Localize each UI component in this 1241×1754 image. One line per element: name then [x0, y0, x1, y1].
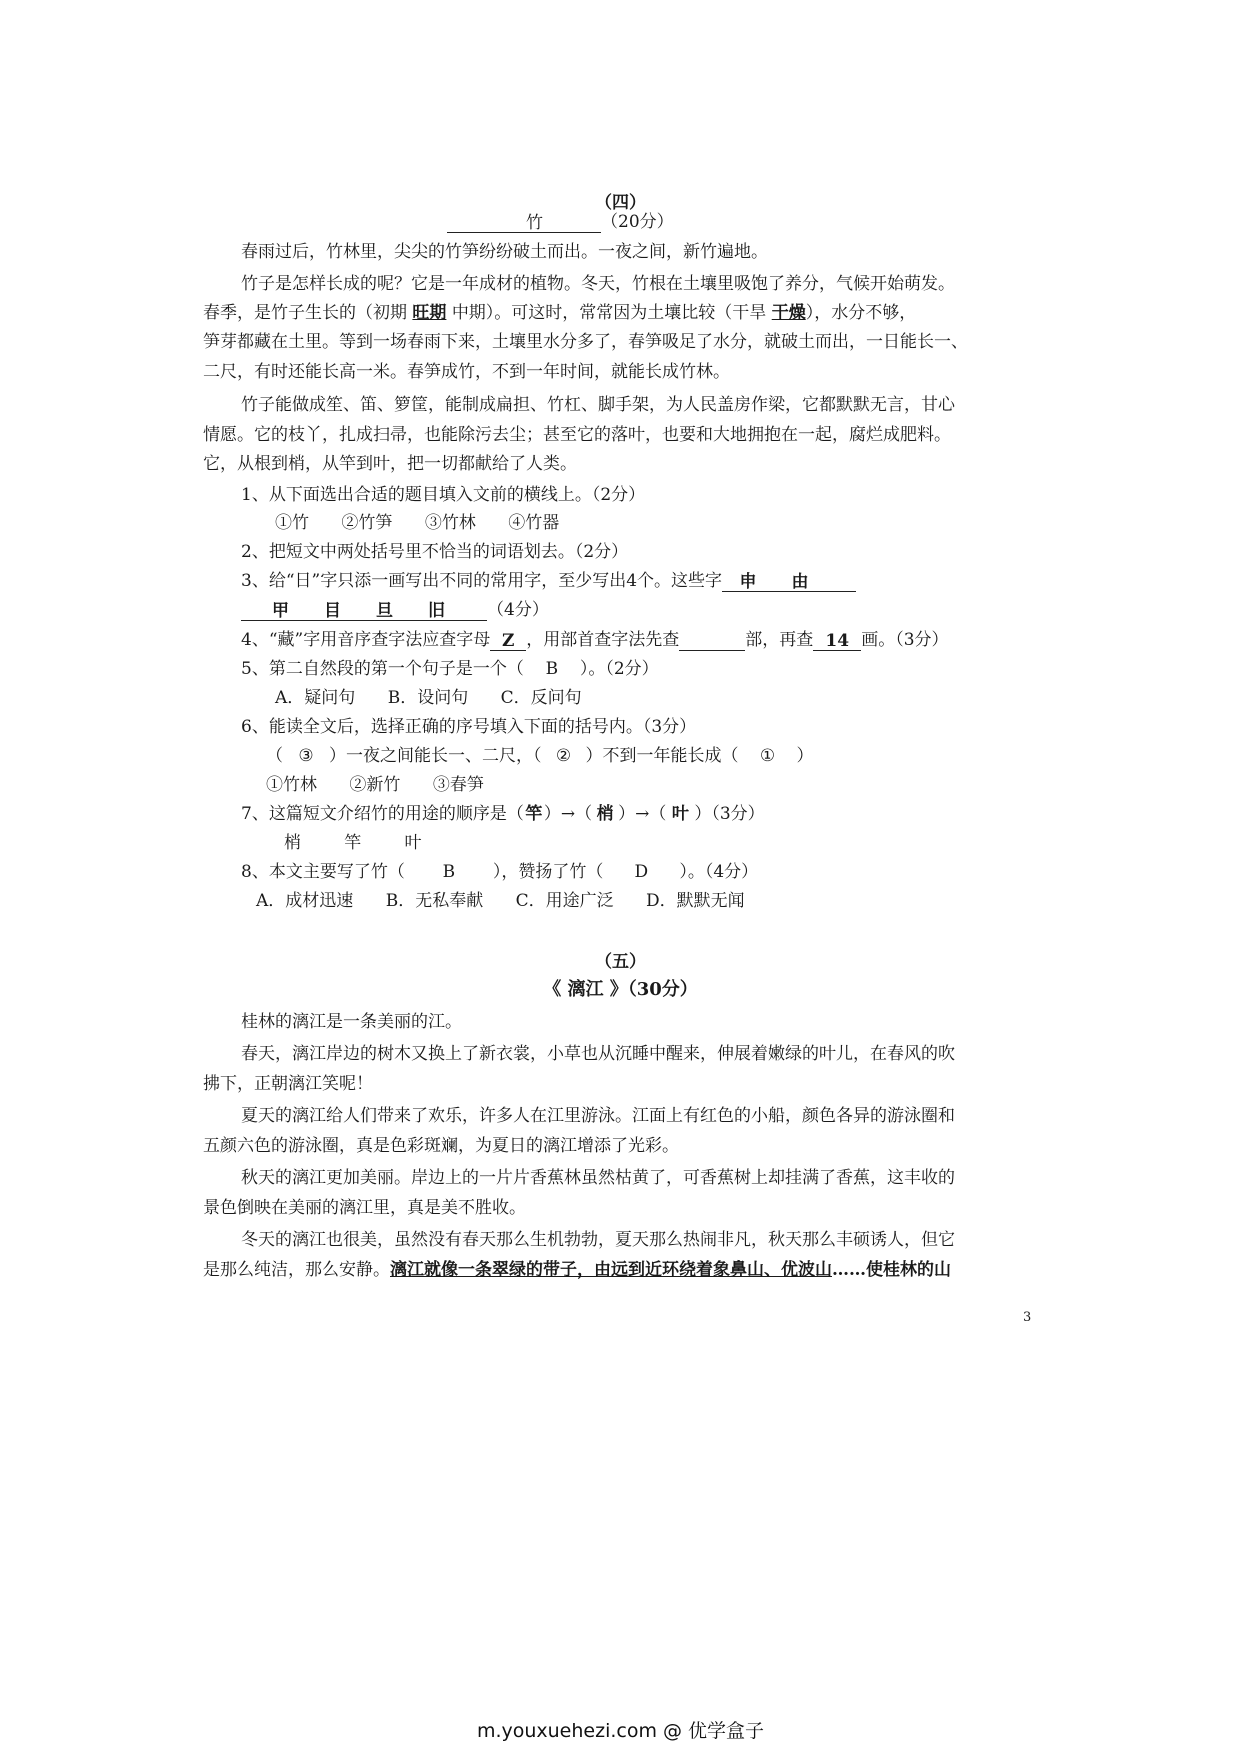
s5-p5-line1: 冬天的漓江也很美，虽然没有春天那么生机勃勃，夏天那么热闹非凡，秋天那么丰硕诱人，但它: [241, 1230, 955, 1250]
section-4-title: [447, 211, 674, 233]
question-4: 4、“藏”字用音序查字法应查字母 Z ，用部首查字法先查 部，再查 14 画。（3分）: [241, 630, 949, 651]
s5-p2-line1: 春天，漓江岸边的树木又换上了新衣裳，小草也从沉睡中醒来，伸展着嫩绿的叶儿，在春风的吹: [241, 1044, 955, 1064]
question-5-options: A．疑问句 B．设问句 C．反问句: [275, 688, 582, 708]
s4-p3-line1: 竹子能做成笙、笛、箩筐，能制成扁担、竹杠、脚手架，为人民盖房作梁，它都默默无言，甘心: [241, 395, 955, 415]
bold-word-ganzao: 干燥: [771, 303, 806, 323]
q3-blank-5: 旦: [341, 600, 393, 621]
question-7-options: 梢 竿 叶: [284, 833, 422, 853]
q4-blank-radical: [679, 630, 745, 651]
page-number: 3: [1023, 1310, 1032, 1325]
question-6-options: ①竹林 ②新竹 ③春笋: [266, 775, 484, 795]
bold-word-wangqi: 旺期: [412, 303, 447, 323]
question-3: 3、给“日”字只添一画写出不同的常用字，至少写出4个。这些字 申 由: [241, 570, 856, 592]
question-1: 1、从下面选出合适的题目填入文前的横线上。（2分）: [241, 485, 646, 505]
s4-p3-line3: 它，从根到梢，从竿到叶，把一切都献给了人类。: [203, 454, 577, 474]
q3-blank-2: 由: [774, 571, 826, 592]
question-5: 5、第二自然段的第一个句子是一个（ B ）。（2分）: [241, 659, 659, 679]
s5-p4-line1: 秋天的漓江更加美丽。岸边上的一片片香蕉林虽然枯黄了，可香蕉树上却挂满了香蕉，这丰收的: [241, 1168, 955, 1188]
s4-p2-line1: 竹子是怎样长成的呢？它是一年成材的植物。冬天，竹根在土壤里吸饱了养分，气候开始萌发。: [241, 274, 955, 294]
question-3-cont: 甲 目 旦 旧 （4分）: [241, 599, 549, 621]
q3-blank-4: 目: [289, 600, 341, 621]
s5-p3-line2: 五颜六色的游泳圈，真是色彩斑斓，为夏日的漓江增添了光彩。: [203, 1136, 679, 1156]
q3-blank-3: 甲: [241, 600, 289, 621]
s5-p5-line2: 是那么纯洁，那么安静。漓江就像一条翠绿的带子，由远到近环绕着象鼻山、优波山……使桂林的山: [203, 1260, 951, 1280]
title-score: （20分）: [601, 212, 674, 232]
question-6: 6、能读全文后，选择正确的序号填入下面的括号内。（3分）: [241, 717, 697, 737]
section-5-heading: （五）: [595, 952, 646, 972]
question-7: 7、这篇短文介绍竹的用途的顺序是（竿）→（ 梢 ）→（ 叶 ）（3分）: [241, 804, 765, 824]
s4-p2-line4: 二尺，有时还能长高一米。春笋成竹，不到一年时间，就能长成竹林。: [203, 362, 730, 382]
question-6-blanks: （ ③ ）一夜之间能长一、二尺，（ ② ）不到一年能长成（ ① ）: [266, 746, 814, 766]
s4-p2-line2: 春季，是竹子生长的（初期 旺期 中期）。可这时，常常因为土壤比较（干旱 干燥），水分不够，: [203, 303, 917, 323]
title-word: 竹: [526, 213, 543, 233]
underlined-sentence: 漓江就像一条翠绿的带子，由远到近环绕着象鼻山、优波山: [390, 1260, 832, 1280]
q4-blank-strokes: 14: [813, 630, 861, 651]
question-2: 2、把短文中两处括号里不恰当的词语划去。（2分）: [241, 542, 629, 562]
s4-p3-line2: 情愿。它的枝丫，扎成扫帚，也能除污去尘；甚至它的落叶，也要和大地拥抱在一起，腐烂成肥料。: [203, 425, 951, 445]
s5-p3-line1: 夏天的漓江给人们带来了欢乐，许多人在江里游泳。江面上有红色的小船，颜色各异的游泳圈和: [241, 1106, 955, 1126]
question-1-options: ①竹 ②竹笋 ③竹林 ④竹器: [275, 513, 560, 533]
title-blank: [447, 212, 543, 233]
question-8-options: A．成材迅速 B．无私奉献 C．用途广泛 D．默默无闻: [256, 891, 745, 911]
q3-blank-1: 申: [722, 571, 774, 592]
footer-watermark: m.youxuehezi.com @ 优学盒子: [476, 1720, 765, 1742]
s5-paragraph-1: 桂林的漓江是一条美丽的江。: [241, 1012, 462, 1032]
q4-blank-letter: Z: [490, 630, 526, 651]
section-5-title: 《 漓江 》（30分）: [543, 979, 698, 1000]
question-8: 8、本文主要写了竹（ B ），赞扬了竹（ D ）。（4分）: [241, 862, 759, 882]
section-4-heading: （四）: [595, 193, 646, 213]
s5-p4-line2: 景色倒映在美丽的漓江里，真是美不胜收。: [203, 1198, 526, 1218]
s4-paragraph-1: 春雨过后，竹林里，尖尖的竹笋纷纷破土而出。一夜之间，新竹遍地。: [241, 242, 768, 262]
s5-p2-line2: 拂下，正朝漓江笑呢！: [203, 1074, 373, 1094]
q3-blank-6: 旧: [393, 600, 445, 621]
s4-p2-line3: 笋芽都藏在土里。等到一场春雨下来，土壤里水分多了，春笋吸足了水分，就破土而出，一日能长一、: [203, 332, 968, 352]
